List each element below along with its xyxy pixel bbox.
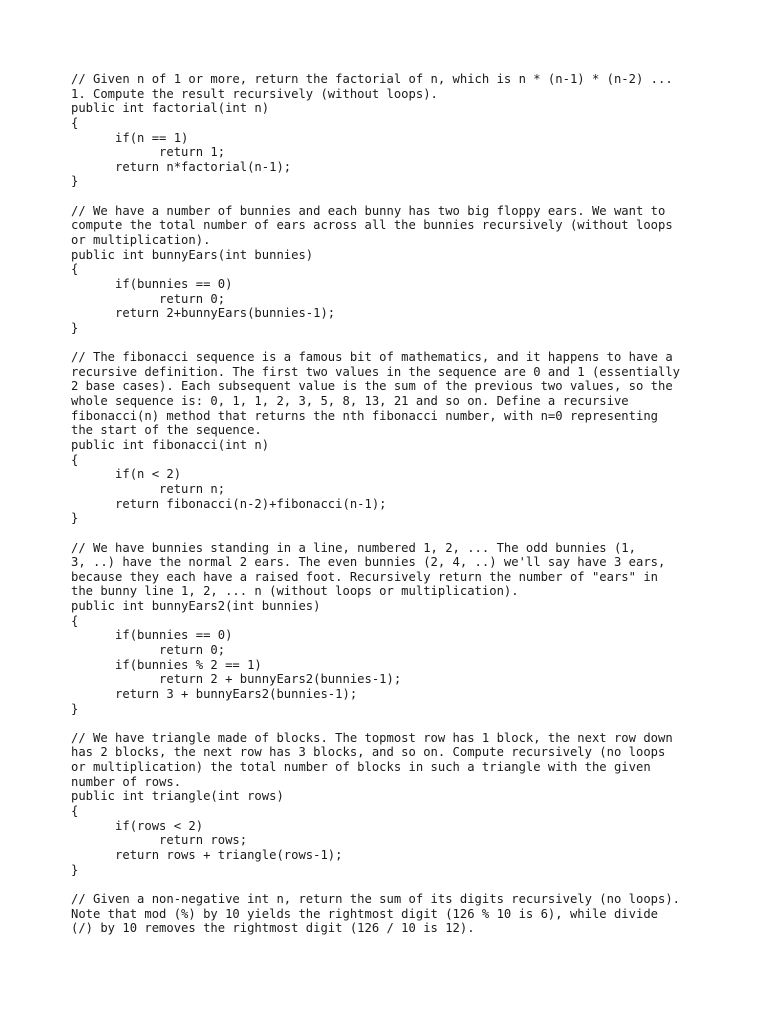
code-line: } — [71, 511, 79, 526]
block-separator — [71, 877, 711, 892]
code-line: 2 base cases). Each subsequent value is the sum of the previous two values, so the — [71, 379, 673, 394]
code-line: (/) by 10 removes the rightmost digit (126 / 10 is 12). — [71, 921, 475, 936]
code-line: recursive definition. The first two values in the sequence are 0 and 1 (essentially — [71, 364, 681, 379]
code-line: public int bunnyEars(int bunnies) — [71, 247, 314, 262]
code-line: { — [71, 262, 79, 277]
code-line: // The fibonacci sequence is a famous bit of mathematics, and it happens to have a — [71, 350, 673, 365]
code-line: if(bunnies == 0) — [71, 276, 233, 291]
code-line: Note that mod (%) by 10 yields the rightmost digit (126 % 10 is 6), while divide — [71, 906, 658, 921]
code-line: return 0; — [71, 291, 226, 306]
code-line: 1. Compute the result recursively (without loops). — [71, 86, 438, 101]
code-line: return 2 + bunnyEars2(bunnies-1); — [71, 672, 402, 687]
code-line: or multiplication). — [71, 233, 211, 248]
code-line: return rows + triangle(rows-1); — [71, 847, 343, 862]
code-line: // Given a non-negative int n, return the sum of its digits recursively (no loops). — [71, 891, 681, 906]
code-line: } — [71, 174, 79, 189]
code-line: return rows; — [71, 833, 248, 848]
block-separator — [71, 336, 711, 351]
code-block-sum-digits — [71, 892, 711, 936]
code-block-factorial — [71, 72, 711, 189]
code-line: { — [71, 804, 79, 819]
code-line: number of rows. — [71, 774, 182, 789]
code-line: or multiplication) the total number of blocks in such a triangle with the given — [71, 760, 651, 775]
code-line: return n*factorial(n-1); — [71, 159, 292, 174]
code-block-fibonacci — [71, 350, 711, 526]
code-line: if(rows < 2) — [71, 818, 204, 833]
code-line: return 0; — [71, 642, 226, 657]
code-line: public int fibonacci(int n) — [71, 438, 270, 453]
code-line: compute the total number of ears across all the bunnies recursively (without loops — [71, 218, 673, 233]
code-line: 3, ..) have the normal 2 ears. The even bunnies (2, 4, ..) we'll say have 3 ears, — [71, 555, 666, 570]
code-line: // We have triangle made of blocks. The topmost row has 1 block, the next row down — [71, 730, 673, 745]
block-separator — [71, 716, 711, 731]
code-line: { — [71, 613, 79, 628]
code-line: return 2+bunnyEars(bunnies-1); — [71, 306, 336, 321]
code-line: { — [71, 452, 79, 467]
code-document — [71, 72, 711, 936]
code-line: // We have bunnies standing in a line, numbered 1, 2, ... The odd bunnies (1, — [71, 540, 636, 555]
code-line: // Given n of 1 or more, return the factorial of n, which is n * (n-1) * (n-2) ... — [71, 72, 673, 86]
code-line: whole sequence is: 0, 1, 1, 2, 3, 5, 8, 13, 21 and so on. Define a recursive — [71, 394, 629, 409]
code-line: if(n == 1) — [71, 130, 189, 145]
code-line: has 2 blocks, the next row has 3 blocks, and so on. Compute recursively (no loops — [71, 745, 666, 760]
block-separator — [71, 189, 711, 204]
code-line: return 3 + bunnyEars2(bunnies-1); — [71, 686, 358, 701]
code-line: } — [71, 862, 79, 877]
code-line: if(bunnies == 0) — [71, 628, 233, 643]
code-line: // We have a number of bunnies and each bunny has two big floppy ears. We want to — [71, 203, 666, 218]
code-line: the start of the sequence. — [71, 423, 262, 438]
code-line: if(n < 2) — [71, 467, 182, 482]
code-line: if(bunnies % 2 == 1) — [71, 657, 262, 672]
code-line: public int triangle(int rows) — [71, 789, 284, 804]
code-block-triangle — [71, 731, 711, 877]
code-line: return fibonacci(n-2)+fibonacci(n-1); — [71, 496, 387, 511]
block-separator — [71, 526, 711, 541]
code-line: } — [71, 701, 79, 716]
code-line: } — [71, 320, 79, 335]
code-line: because they each have a raised foot. Recursively return the number of "ears" in — [71, 569, 658, 584]
code-block-bunny-ears — [71, 204, 711, 336]
code-line: { — [71, 115, 79, 130]
code-block-bunny-ears-2 — [71, 541, 711, 717]
code-line: fibonacci(n) method that returns the nth fibonacci number, with n=0 representing — [71, 408, 658, 423]
code-line: public int bunnyEars2(int bunnies) — [71, 599, 321, 614]
code-line: return 1; — [71, 145, 226, 160]
code-line: the bunny line 1, 2, ... n (without loops or multiplication). — [71, 584, 519, 599]
code-line: public int factorial(int n) — [71, 101, 270, 116]
code-line: return n; — [71, 481, 226, 496]
